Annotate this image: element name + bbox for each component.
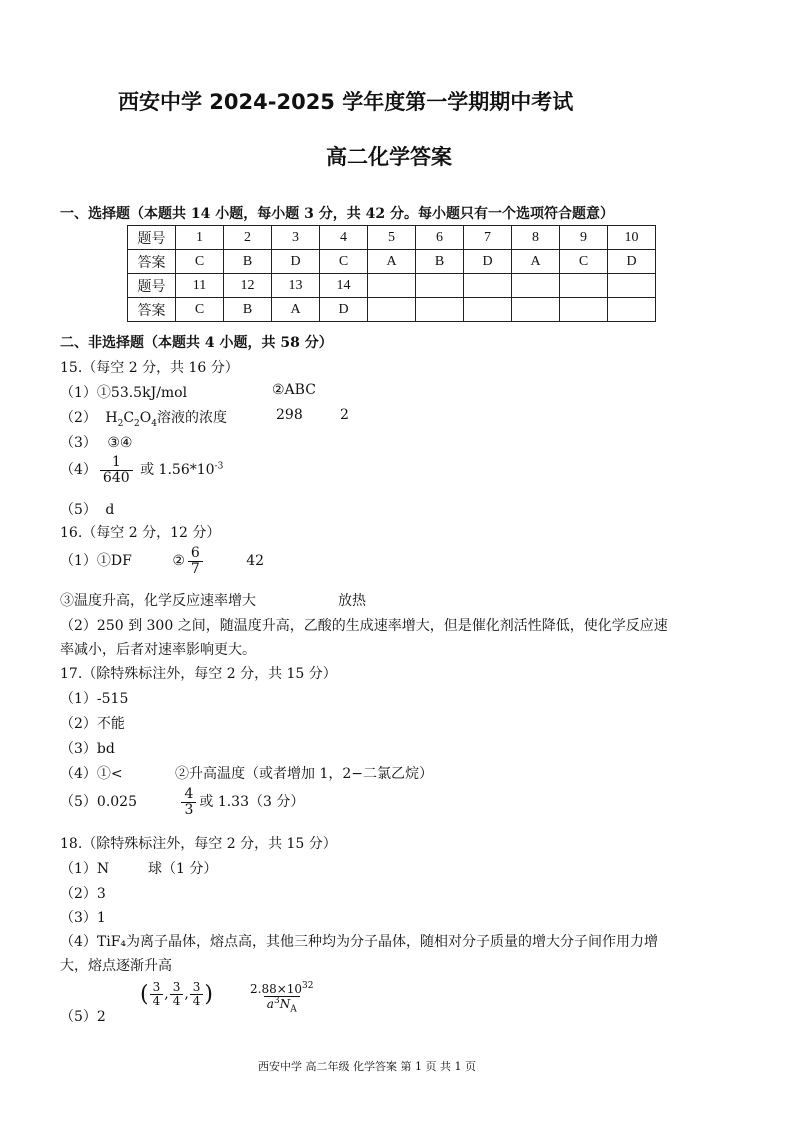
answer-table — [127, 225, 656, 322]
section-1-heading: 一、选择题（本题共 14 小题，每小题 3 分，共 42 分。每小题只有一个选项符合题意） — [60, 206, 614, 222]
q15-4-alt-base: 或 1.56*10 — [140, 462, 215, 479]
answer-table-row-1-question-numbers — [128, 226, 656, 250]
q15-line-2 — [60, 407, 227, 429]
answer-table-cell — [560, 274, 608, 298]
answer-table-row-1-answers — [128, 250, 656, 274]
answer-table-cell — [560, 298, 608, 322]
fraction-numerator: 3 — [192, 980, 201, 994]
answer-table-cell: 11 — [176, 274, 224, 298]
q17-line-1: （1）-515 — [60, 691, 129, 707]
q15-4-alt — [140, 462, 223, 478]
answer-table-cell: D — [608, 250, 656, 274]
answer-table-cell: 5 — [368, 226, 416, 250]
answer-table-cell — [464, 274, 512, 298]
fraction-numerator: 4 — [184, 786, 194, 802]
q18-5-coordinates: ( $\frac{3}{4}$ , $\frac{3}{4}$ , $\frac{3}{4}$ ) — [140, 980, 214, 1008]
q16-1-answer-b: ② — [172, 553, 185, 570]
q18-line-3: （3）1 — [60, 910, 106, 926]
q15-4-number: （4） — [60, 462, 97, 479]
answer-table-cell — [368, 274, 416, 298]
answer-table-cell: B — [224, 298, 272, 322]
answer-table-row-2-answers — [128, 298, 656, 322]
answer-table-cell: B — [416, 250, 464, 274]
answer-table-cell: 10 — [608, 226, 656, 250]
answer-table-row-2-question-numbers — [128, 274, 656, 298]
fraction-numerator: 3 — [152, 980, 161, 994]
q18-heading: 18.（除特殊标注外，每空 2 分，共 15 分） — [60, 836, 337, 852]
q15-3-answer: ③④ — [107, 435, 133, 451]
answer-table-cell: D — [272, 250, 320, 274]
formula-o: O — [139, 410, 152, 426]
q15-line-3 — [60, 432, 132, 452]
q15-line-1 — [60, 382, 187, 402]
answer-table-cell: C — [320, 250, 368, 274]
q15-1-answer-a: ①53.5kJ/mol — [96, 385, 188, 401]
density-num-base: 2.88×10 — [250, 982, 303, 996]
formula-sub-1: 2 — [117, 418, 124, 429]
q17-line-5 — [60, 787, 304, 817]
density-numerator — [247, 982, 317, 996]
q18-line-1b: 球（1 分） — [148, 861, 218, 877]
q15-2-answer-c: 2 — [340, 407, 349, 423]
q15-2-answer-b: 298 — [276, 407, 303, 423]
formula-sub-2: 2 — [134, 418, 140, 429]
q15-4-fraction — [100, 455, 133, 485]
q15-1-number: （1） — [60, 385, 97, 401]
answer-title: 高二化学答案 — [326, 145, 452, 169]
formula-sub-3: 4 — [151, 418, 157, 429]
answer-table-cell: 9 — [560, 226, 608, 250]
formula-suffix: 溶液的浓度 — [157, 410, 227, 426]
page-footer: 西安中学 高二年级 化学答案 第 1 页 共 1 页 — [258, 1060, 476, 1073]
density-n-sub: A — [290, 1003, 297, 1014]
fraction-numerator: 6 — [190, 545, 200, 561]
answer-table-cell — [608, 298, 656, 322]
q18-line-2: （2）3 — [60, 886, 106, 902]
answer-table-cell: C — [560, 250, 608, 274]
q17-line-4a: （4）①< — [60, 766, 123, 782]
answer-table-cell: C — [176, 250, 224, 274]
q17-5-fraction — [181, 787, 196, 817]
answer-table-cell: 7 — [464, 226, 512, 250]
q15-line-5 — [60, 499, 114, 519]
density-fraction — [247, 982, 317, 1014]
formula-h: H — [105, 410, 118, 426]
q15-heading: 15.（每空 2 分，共 16 分） — [60, 360, 239, 376]
q18-5-density — [244, 982, 320, 1014]
density-num-exp: 32 — [302, 981, 314, 991]
density-a: a — [266, 996, 274, 1011]
coord-x — [150, 981, 164, 1007]
q16-heading: 16.（每空 2 分，12 分） — [60, 525, 221, 541]
q15-2-answer-a — [105, 410, 227, 429]
answer-table-cell: A — [512, 250, 560, 274]
density-denominator — [264, 996, 300, 1015]
q17-line-4b: ②升高温度（或者增加 1，2−二氯乙烷） — [175, 766, 433, 782]
q17-5-answer-a: （5）0.025 — [60, 794, 137, 811]
q16-line-3: （2）250 到 300 之间，随温度升高，乙酸的生成速率增大，但是催化剂活性降低，使化学反应速 — [60, 618, 668, 634]
answer-table-cell: 2 — [224, 226, 272, 250]
answer-table-cell — [416, 298, 464, 322]
q15-1-answer-b: ②ABC — [272, 382, 316, 398]
answer-table-cell — [416, 274, 464, 298]
q16-line-1 — [60, 546, 264, 576]
answer-table-cell — [512, 298, 560, 322]
answer-table-cell: A — [368, 250, 416, 274]
fraction-denominator: 4 — [170, 994, 184, 1008]
answer-table-cell — [368, 298, 416, 322]
q16-line-2b: 放热 — [338, 593, 366, 609]
fraction-denominator: 3 — [181, 802, 196, 818]
answer-table-cell: 12 — [224, 274, 272, 298]
q15-3-number: （3） — [60, 435, 97, 451]
right-paren: ) — [204, 981, 214, 1007]
coord-z — [190, 981, 204, 1007]
answer-table-row-label: 题号 — [128, 274, 176, 298]
answer-table-cell: 8 — [512, 226, 560, 250]
answer-table-cell: D — [320, 298, 368, 322]
answer-table-cell: 1 — [176, 226, 224, 250]
section-2-heading: 二、非选择题（本题共 4 小题，共 58 分） — [60, 335, 333, 351]
density-a-exp: 3 — [273, 995, 280, 1006]
q15-4-alt-exp: -3 — [214, 461, 224, 472]
exam-title: 西安中学 2024-2025 学年度第一学期期中考试 — [118, 90, 574, 114]
answer-table-cell — [464, 298, 512, 322]
fraction-denominator: 7 — [188, 561, 203, 577]
q15-line-4 — [60, 455, 223, 485]
density-n: N — [279, 996, 291, 1011]
coord-y — [170, 981, 184, 1007]
q18-line-1a: （1）N — [60, 861, 110, 877]
formula-c: C — [123, 410, 135, 426]
q15-5-number: （5） — [60, 502, 97, 518]
left-paren: ( — [140, 981, 149, 1007]
q17-heading: 17.（除特殊标注外，每空 2 分，共 15 分） — [60, 666, 337, 682]
q18-line-4b: 大，熔点逐渐升高 — [60, 958, 172, 974]
answer-table-row-label: 答案 — [128, 250, 176, 274]
fraction-numerator: 1 — [111, 454, 121, 470]
answer-table-cell: 14 — [320, 274, 368, 298]
q17-5-answer-b: 或 1.33（3 分） — [199, 794, 305, 811]
answer-table-cell: 13 — [272, 274, 320, 298]
q17-line-2: （2）不能 — [60, 716, 125, 732]
answer-table-row-label: 题号 — [128, 226, 176, 250]
q16-1-answer-c: 42 — [246, 553, 265, 570]
q18-5-answer-a: （5）2 — [60, 1009, 106, 1025]
q18-line-4a: （4）TiF₄为离子晶体，熔点高，其他三种均为分子晶体，随相对分子质量的增大分子间作用力增 — [60, 934, 659, 950]
q16-line-4: 率减小，后者对速率影响更大。 — [60, 642, 256, 658]
answer-table-cell: 3 — [272, 226, 320, 250]
answer-table-row-label: 答案 — [128, 298, 176, 322]
answer-table-cell: A — [272, 298, 320, 322]
q15-2-number: （2） — [60, 410, 97, 426]
q16-line-2a: ③温度升高，化学反应速率增大 — [60, 593, 256, 609]
answer-table-cell: D — [464, 250, 512, 274]
q16-1-number: （1） — [60, 553, 97, 570]
fraction-denominator: 4 — [190, 994, 204, 1008]
fraction-denominator: 4 — [150, 994, 164, 1008]
answer-table-cell — [512, 274, 560, 298]
fraction-numerator: 3 — [172, 980, 181, 994]
answer-table-cell: 6 — [416, 226, 464, 250]
q16-1-answer-a: ①DF — [96, 553, 132, 570]
answer-table-cell — [608, 274, 656, 298]
answer-table-cell: C — [176, 298, 224, 322]
fraction-denominator: 640 — [100, 470, 133, 486]
answer-table-cell: 4 — [320, 226, 368, 250]
answer-table-cell: B — [224, 250, 272, 274]
q16-1-fraction — [188, 546, 203, 576]
q17-line-3: （3）bd — [60, 741, 115, 757]
q15-5-answer: d — [105, 502, 115, 518]
